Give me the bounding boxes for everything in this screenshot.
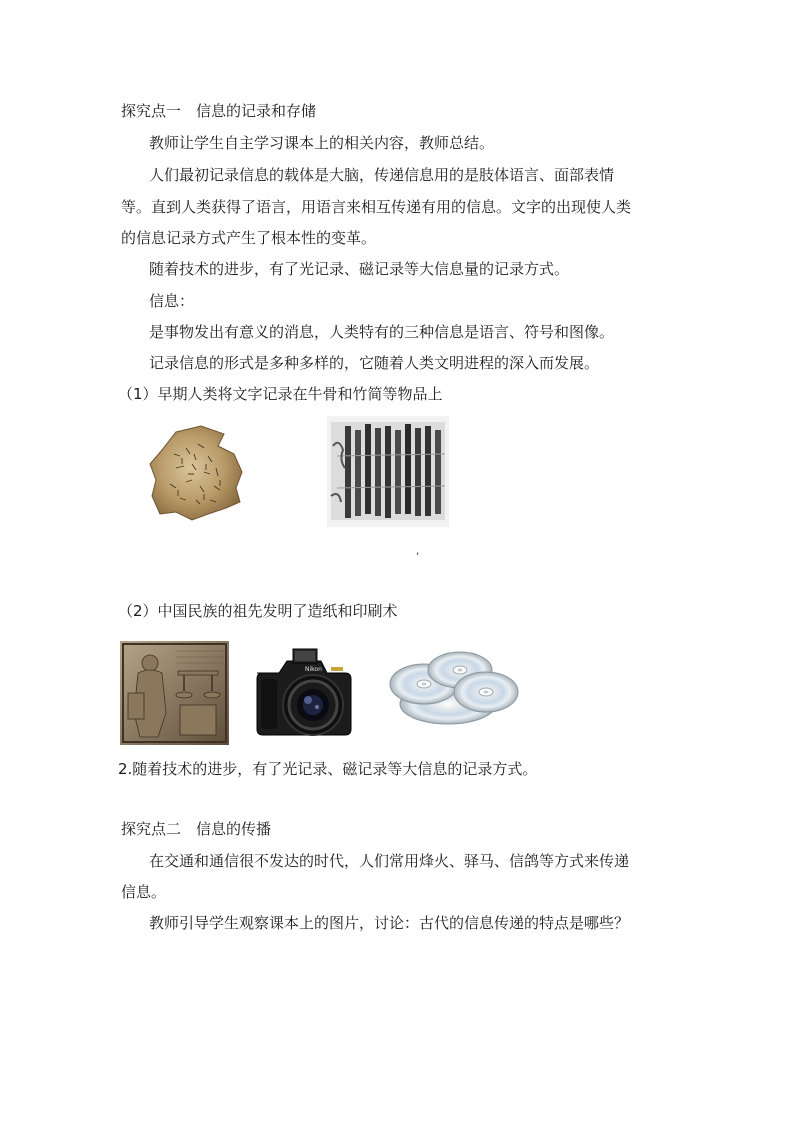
printing-relief-image	[120, 641, 229, 745]
cd-discs-image	[388, 646, 522, 728]
section1-paragraph-2-line-2: 等。直到人类获得了语言，用语言来相互传递有用的信息。文字的出现使人类	[121, 198, 632, 216]
section1-item-1: （1）早期人类将文字记录在牛骨和竹简等物品上	[118, 385, 443, 403]
section2-paragraph-1-line-1: 在交通和通信很不发达的时代，人们常用烽火、驿马、信鸽等方式来传递	[149, 852, 630, 870]
section1-paragraph-1: 教师让学生自主学习课本上的相关内容，教师总结。	[149, 134, 495, 152]
section1-paragraph-3: 随着技术的进步，有了光记录、磁记录等大信息量的记录方式。	[149, 260, 570, 278]
camera-brand-text: Nikon	[305, 666, 322, 673]
section1-heading: 探究点一 信息的记录和存储	[121, 102, 317, 120]
section1-item-3: 2.随着技术的进步，有了光记录、磁记录等大信息的记录方式。	[118, 760, 538, 778]
oracle-bone-image	[146, 424, 246, 522]
section2-paragraph-1-line-2: 信息。	[121, 883, 167, 901]
section1-paragraph-2-line-3: 的信息记录方式产生了根本性的变革。	[121, 229, 377, 247]
section2-paragraph-2: 教师引导学生观察课本上的图片，讨论：古代的信息传递的特点是哪些？	[149, 914, 630, 932]
bamboo-slips-image	[327, 416, 449, 527]
section2-heading: 探究点二 信息的传播	[121, 820, 272, 838]
image-caption-mark: ,	[416, 546, 420, 557]
section1-paragraph-6: 记录信息的形式是多种多样的，它随着人类文明进程的深入而发展。	[149, 354, 600, 372]
section1-paragraph-4: 信息：	[149, 292, 195, 310]
section1-paragraph-2-line-1: 人们最初记录信息的载体是大脑，传递信息用的是肢体语言、面部表情	[149, 166, 615, 184]
section1-item-2: （2）中国民族的祖先发明了造纸和印刷术	[118, 602, 398, 620]
camera-image	[247, 639, 354, 743]
section1-paragraph-5: 是事物发出有意义的消息，人类特有的三种信息是语言、符号和图像。	[149, 323, 615, 341]
